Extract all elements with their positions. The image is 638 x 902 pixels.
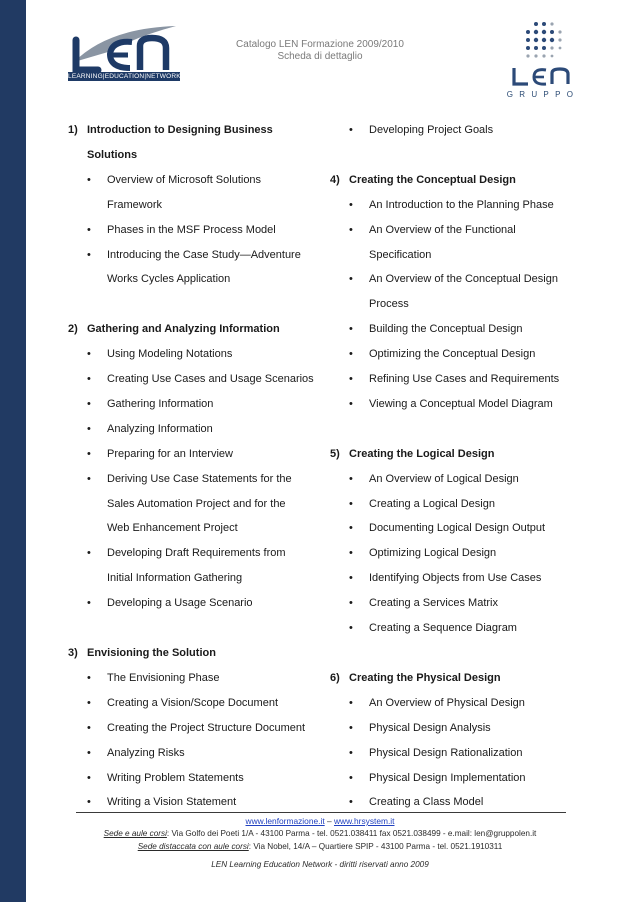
bullet-icon: • bbox=[349, 323, 353, 336]
list-item-text: Viewing a Conceptual Model Diagram bbox=[369, 397, 553, 410]
list-item-text: Preparing for an Interview bbox=[107, 447, 233, 460]
list-item bbox=[330, 492, 570, 517]
bullet-icon: • bbox=[349, 622, 353, 635]
list-item bbox=[330, 218, 570, 268]
list-item bbox=[330, 367, 570, 392]
footer-address-branch-text: : Via Nobel, 14/A – Quartiere SPIP - 43100 Parma - tel. 0521.1910311 bbox=[248, 842, 503, 851]
list-item bbox=[330, 541, 570, 566]
list-item-text: Refining Use Cases and Requirements bbox=[369, 373, 560, 386]
list-item-text: Physical Design Implementation bbox=[369, 771, 526, 784]
section-spacer bbox=[68, 616, 318, 641]
bullet-icon: • bbox=[349, 721, 353, 734]
list-item-text: Identifying Objects from Use Cases bbox=[369, 572, 542, 585]
list-item-text: Writing a Vision Statement bbox=[107, 796, 237, 809]
bullet-icon: • bbox=[349, 597, 353, 610]
section-heading bbox=[68, 118, 318, 168]
list-item bbox=[330, 616, 570, 641]
bullet-icon: • bbox=[87, 373, 91, 386]
list-item-text: Creating a Class Model bbox=[369, 796, 484, 809]
footer-address-main-label: Sede e aule corsi bbox=[103, 829, 167, 838]
left-accent-bar bbox=[0, 0, 26, 902]
list-item-text: Deriving Use Case Statements for the Sales Automation Project and for the Web Enhancement Project bbox=[107, 472, 292, 535]
list-item-text: Analyzing Information bbox=[107, 422, 213, 435]
bullet-icon: • bbox=[87, 796, 91, 809]
list-item bbox=[330, 741, 570, 766]
bullet-icon: • bbox=[349, 273, 353, 286]
section-spacer bbox=[330, 417, 570, 442]
bullet-icon: • bbox=[349, 198, 353, 211]
section-heading bbox=[330, 442, 570, 467]
section-spacer bbox=[68, 292, 318, 317]
section-number: 1) bbox=[68, 124, 78, 136]
bullet-icon: • bbox=[349, 572, 353, 585]
section-title: Creating the Conceptual Design bbox=[349, 173, 516, 186]
bullet-icon: • bbox=[87, 721, 91, 734]
bullet-icon: • bbox=[349, 397, 353, 410]
list-item bbox=[330, 691, 570, 716]
bullet-icon: • bbox=[349, 348, 353, 361]
list-item bbox=[330, 317, 570, 342]
list-item-text: An Overview of Logical Design bbox=[369, 472, 519, 485]
list-item bbox=[330, 591, 570, 616]
section-title: Envisioning the Solution bbox=[87, 647, 216, 659]
list-item bbox=[68, 243, 318, 293]
bullet-icon: • bbox=[87, 671, 91, 684]
section-heading bbox=[68, 317, 318, 342]
section-number: 4) bbox=[330, 173, 340, 186]
list-item-text: The Envisioning Phase bbox=[107, 671, 220, 684]
list-item-text: Writing Problem Statements bbox=[107, 771, 244, 784]
section-number: 3) bbox=[68, 647, 78, 659]
section-number: 2) bbox=[68, 323, 78, 336]
bullet-icon: • bbox=[349, 796, 353, 809]
list-item bbox=[330, 516, 570, 541]
list-item bbox=[68, 417, 318, 442]
section-heading bbox=[330, 168, 570, 193]
footer-copyright: LEN Learning Education Network - diritti riservati anno 2009 bbox=[211, 860, 429, 869]
list-item bbox=[330, 267, 570, 317]
footer-address-branch-label: Sede distaccata con aule corsi bbox=[137, 842, 249, 851]
list-item-text: Physical Design Analysis bbox=[369, 721, 491, 734]
section-title: Creating the Logical Design bbox=[349, 447, 495, 460]
list-item-text: Creating a Services Matrix bbox=[369, 597, 498, 610]
bullet-icon: • bbox=[349, 124, 353, 136]
footer-separator: – bbox=[326, 816, 332, 826]
list-item-text: Building the Conceptual Design bbox=[369, 323, 523, 336]
list-item bbox=[330, 118, 570, 143]
list-item bbox=[68, 741, 318, 766]
bullet-icon: • bbox=[349, 746, 353, 759]
list-item-text: Developing Project Goals bbox=[369, 124, 494, 136]
document-title bbox=[220, 39, 420, 63]
bullet-icon: • bbox=[87, 223, 91, 236]
list-item bbox=[330, 342, 570, 367]
list-item-text: Analyzing Risks bbox=[107, 746, 185, 759]
list-item-text: Developing a Usage Scenario bbox=[107, 597, 253, 610]
list-item-text: Using Modeling Notations bbox=[107, 348, 233, 361]
section-heading bbox=[68, 641, 318, 666]
title-line-2: Scheda di dettaglio bbox=[277, 51, 363, 62]
section-number: 6) bbox=[330, 671, 340, 684]
bullet-icon: • bbox=[87, 472, 91, 485]
list-item-text: Documenting Logical Design Output bbox=[369, 522, 546, 535]
list-item-text: Gathering Information bbox=[107, 397, 214, 410]
bullet-icon: • bbox=[87, 348, 91, 361]
title-line-1: Catalogo LEN Formazione 2009/2010 bbox=[236, 39, 404, 50]
footer-address-main-text: : Via Golfo dei Poeti 1/A - 43100 Parma - tel. 0521.038411 fax 0521.038499 - e.mail: len@gruppolen.it bbox=[166, 829, 537, 838]
list-item bbox=[68, 392, 318, 417]
footer-links bbox=[60, 816, 580, 826]
footer-address-branch bbox=[60, 842, 580, 851]
bullet-icon: • bbox=[349, 522, 353, 535]
list-item bbox=[330, 392, 570, 417]
list-item bbox=[68, 168, 318, 218]
list-item bbox=[330, 716, 570, 741]
list-item-text: Creating the Project Structure Document bbox=[107, 721, 306, 734]
list-item bbox=[68, 591, 318, 616]
bullet-icon: • bbox=[87, 696, 91, 709]
list-item-text: Optimizing the Conceptual Design bbox=[369, 348, 536, 361]
list-item bbox=[330, 467, 570, 492]
list-item bbox=[68, 218, 318, 243]
list-item bbox=[330, 193, 570, 218]
hrsystem-link[interactable]: www.hrsystem.it bbox=[333, 816, 395, 826]
list-item bbox=[68, 716, 318, 741]
list-item-text: Developing Draft Requirements from Initial Information Gathering bbox=[107, 547, 286, 585]
section-spacer bbox=[330, 641, 570, 666]
bullet-icon: • bbox=[349, 472, 353, 485]
list-item bbox=[68, 666, 318, 691]
list-item bbox=[330, 566, 570, 591]
list-item bbox=[68, 541, 318, 591]
list-item bbox=[330, 766, 570, 791]
bullet-icon: • bbox=[87, 447, 91, 460]
bullet-icon: • bbox=[349, 223, 353, 236]
list-item-text: Creating a Sequence Diagram bbox=[369, 622, 517, 635]
list-item-text: Phases in the MSF Process Model bbox=[107, 223, 276, 236]
section-title: Gathering and Analyzing Information bbox=[87, 323, 280, 336]
list-item bbox=[68, 367, 318, 392]
list-item-text: An Introduction to the Planning Phase bbox=[369, 198, 554, 211]
bullet-icon: • bbox=[349, 696, 353, 709]
bullet-icon: • bbox=[87, 771, 91, 784]
logo-tagline: LEARNING|EDUCATION|NETWORK bbox=[68, 73, 181, 80]
list-item-text: Creating a Vision/Scope Document bbox=[107, 696, 279, 709]
list-item bbox=[68, 442, 318, 467]
footer-divider bbox=[76, 812, 566, 813]
list-item-text: Physical Design Rationalization bbox=[369, 746, 523, 759]
list-item-text: An Overview of Physical Design bbox=[369, 696, 525, 709]
bullet-icon: • bbox=[349, 373, 353, 386]
list-item bbox=[68, 467, 318, 542]
bullet-icon: • bbox=[349, 771, 353, 784]
list-item-text: Creating Use Cases and Usage Scenarios bbox=[107, 373, 314, 386]
section-spacer bbox=[330, 143, 570, 168]
list-item-text: An Overview of the Functional Specification bbox=[369, 223, 516, 261]
bullet-icon: • bbox=[87, 746, 91, 759]
bullet-icon: • bbox=[349, 547, 353, 560]
section-title: Introduction to Designing Business Solutions bbox=[87, 124, 273, 161]
bullet-icon: • bbox=[87, 597, 91, 610]
left-column bbox=[68, 118, 318, 815]
bullet-icon: • bbox=[349, 497, 353, 510]
list-item-text: Introducing the Case Study—Adventure Works Cycles Application bbox=[107, 248, 301, 286]
logo-gruppo-label: GRUPPO bbox=[506, 90, 580, 99]
right-column bbox=[330, 118, 570, 815]
bullet-icon: • bbox=[87, 547, 91, 560]
list-item-text: Creating a Logical Design bbox=[369, 497, 495, 510]
bullet-icon: • bbox=[87, 422, 91, 435]
bullet-icon: • bbox=[87, 248, 91, 261]
bullet-icon: • bbox=[87, 397, 91, 410]
section-title: Creating the Physical Design bbox=[349, 671, 501, 684]
lenformazione-link[interactable]: www.lenformazione.it bbox=[245, 816, 325, 826]
list-item bbox=[68, 691, 318, 716]
list-item-text: An Overview of the Conceptual Design Process bbox=[369, 273, 558, 311]
list-item-text: Overview of Microsoft Solutions Framework bbox=[107, 173, 262, 211]
list-item-text: Optimizing Logical Design bbox=[369, 547, 497, 560]
section-heading bbox=[330, 666, 570, 691]
list-item bbox=[68, 342, 318, 367]
list-item bbox=[68, 766, 318, 791]
section-number: 5) bbox=[330, 447, 340, 460]
bullet-icon: • bbox=[87, 173, 91, 186]
footer-address-main bbox=[60, 829, 580, 838]
